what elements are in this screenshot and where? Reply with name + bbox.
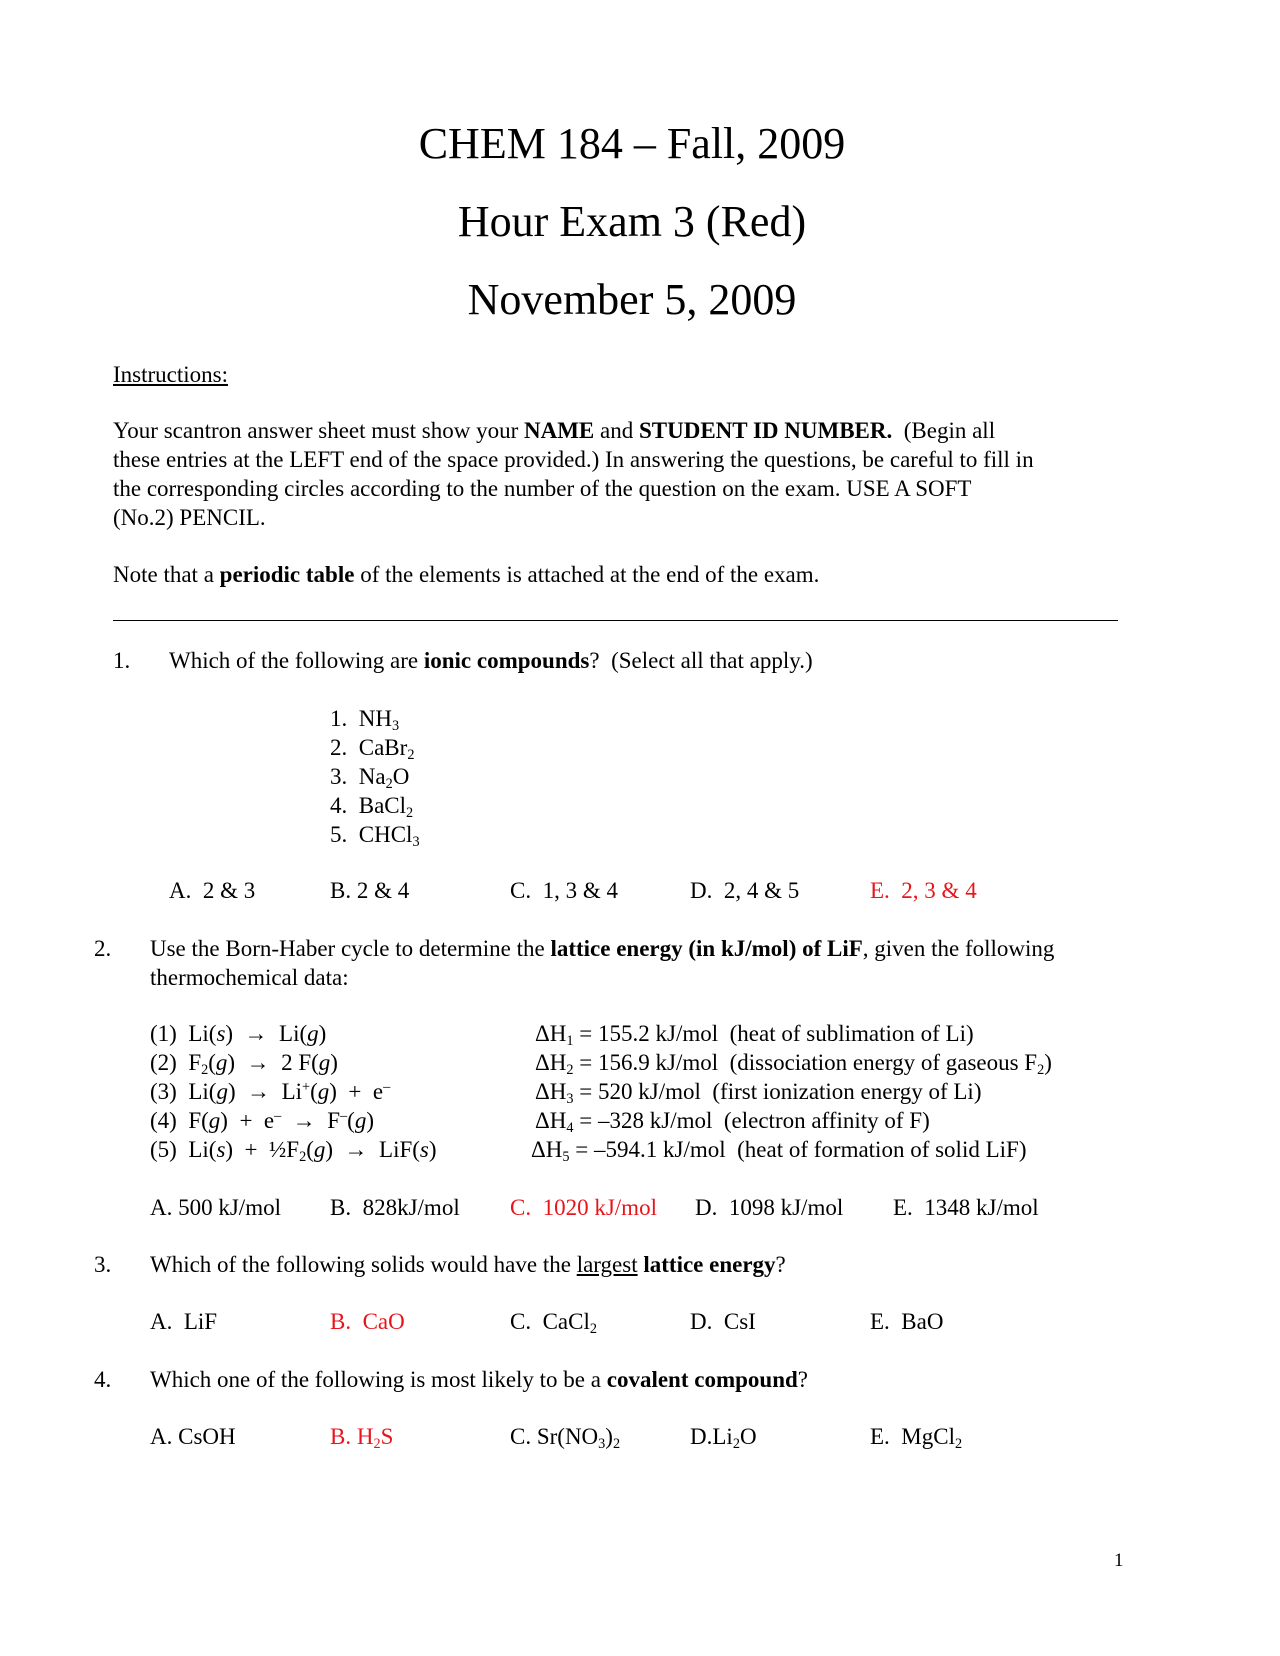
q2-enthalpy-3: $\Delta H_3 = 520$ kJ/mol (first ionization energy of Li) bbox=[535, 1079, 982, 1107]
q1-text-part: Which of the following are bbox=[169, 648, 424, 673]
q2-text bbox=[150, 934, 1054, 963]
page-number: 1 bbox=[1114, 1550, 1124, 1571]
q2-reaction-5: (5) $Li(s) + \frac{1}{2}F_2(g) \to LiF(s)$ bbox=[150, 1137, 437, 1165]
q1-item-num: 1. bbox=[330, 706, 348, 731]
q3-text-bold: lattice energy bbox=[643, 1252, 776, 1277]
instructions-id: STUDENT ID NUMBER. bbox=[638, 418, 893, 443]
q3-text-part: Which of the following solids would have the bbox=[150, 1252, 577, 1277]
q2-enthalpy-4: $\Delta H_4 = -328$ kJ/mol (electron affinity of F) bbox=[535, 1108, 930, 1136]
q3-choice-d: D. CsI bbox=[690, 1309, 756, 1334]
q1-item bbox=[330, 762, 409, 791]
q2-enthalpy-2: $\Delta H_2 = 156.9$ kJ/mol (dissociation energy of gaseous $F_2$) bbox=[535, 1050, 1052, 1078]
q2-enthalpy-1: $\Delta H_1 = 155.2$ kJ/mol (heat of sublimation of Li) bbox=[535, 1021, 974, 1049]
q3-choice-a: A. LiF bbox=[150, 1309, 218, 1334]
q1-number: 1. bbox=[113, 648, 131, 673]
q4-choice-c: C. $Sr(NO_3)_2$ bbox=[510, 1424, 621, 1452]
divider-rule bbox=[113, 620, 1118, 621]
q1-item-formula: BaCl bbox=[358, 793, 407, 818]
q2-reaction-3: (3) Li(g) → Li+(g) + e– bbox=[150, 1079, 391, 1104]
q2-choice-b: B. 828kJ/mol bbox=[330, 1195, 460, 1220]
q2-choice-d: D. 1098 kJ/mol bbox=[695, 1195, 844, 1220]
q1-item-formula: Na bbox=[358, 764, 386, 789]
q1-text-bold: ionic compounds bbox=[423, 648, 590, 673]
instructions-line-1 bbox=[113, 416, 995, 445]
q1-choice-b: B. 2 & 4 bbox=[330, 878, 410, 903]
q1-item-num: 3. bbox=[330, 764, 348, 789]
q1-item-sub: 3 bbox=[391, 717, 400, 734]
q2-text-line-2: thermochemical data: bbox=[150, 965, 349, 990]
q2-text-part: , given the following bbox=[862, 936, 1055, 961]
q4-choice-a: A. CsOH bbox=[150, 1424, 236, 1449]
periodic-table-note bbox=[113, 560, 819, 589]
instructions-line-2: these entries at the LEFT end of the space provided.) In answering the questions, be careful to fill in bbox=[113, 447, 1034, 472]
q1-choice-a: A. 2 & 3 bbox=[169, 878, 256, 903]
q4-text bbox=[150, 1365, 808, 1394]
q1-item-formula: NH bbox=[358, 706, 392, 731]
q4-choice-d: $D.Li_2O$ bbox=[690, 1424, 757, 1452]
q2-enthalpy-5: $\Delta H_5 = -594.1$ kJ/mol (heat of formation of solid LiF) bbox=[531, 1137, 1027, 1165]
q1-item bbox=[330, 791, 413, 820]
q1-item-num: 2. bbox=[330, 735, 348, 760]
q2-choice-a: A. 500 kJ/mol bbox=[150, 1195, 281, 1220]
q1-item-sub: 2 bbox=[407, 746, 415, 763]
q3-number: 3. bbox=[94, 1252, 112, 1277]
q1-item-sub: 2 bbox=[406, 804, 414, 821]
q2-choice-c-correct: C. 1020 kJ/mol bbox=[510, 1195, 657, 1220]
q2-text-bold: lattice energy (in kJ/mol) of LiF bbox=[550, 936, 863, 961]
q3-text-underline: largest bbox=[576, 1252, 638, 1277]
q4-text-part: ? bbox=[797, 1367, 808, 1392]
q2-reaction-2: (2) $F_2(g) \to 2$ F(g) bbox=[150, 1050, 338, 1078]
q3-text bbox=[150, 1250, 786, 1279]
q2-choice-e: E. 1348 kJ/mol bbox=[893, 1195, 1039, 1220]
q1-text-part: ? (Select all that apply.) bbox=[589, 648, 813, 673]
q1-choice-e-correct: E. 2, 3 & 4 bbox=[870, 878, 977, 903]
instructions-line-4: (No.2) PENCIL. bbox=[113, 505, 266, 530]
q4-choice-e: E. MgCl$_2$ bbox=[870, 1424, 963, 1452]
q2-reaction-1: (1) Li(s) → Li(g) bbox=[150, 1021, 327, 1046]
exam-title: Hour Exam 3 (Red) bbox=[457, 197, 807, 246]
q2-text-part: Use the Born-Haber cycle to determine the bbox=[150, 936, 551, 961]
instructions-text: and bbox=[594, 418, 639, 443]
q1-choice-c: C. 1, 3 & 4 bbox=[510, 878, 618, 903]
q4-text-part: Which one of the following is most likely to be a bbox=[150, 1367, 607, 1392]
q1-item-formula: CHCl bbox=[358, 822, 413, 847]
q1-item bbox=[330, 733, 414, 762]
q1-text bbox=[169, 646, 813, 675]
instructions-text: Your scantron answer sheet must show your bbox=[113, 418, 524, 443]
note-text: Note that a bbox=[113, 562, 220, 587]
q1-item bbox=[330, 820, 420, 849]
instructions-heading: Instructions: bbox=[113, 362, 228, 387]
q1-item-sub: 2 bbox=[385, 775, 393, 792]
q3-text-part: ? bbox=[775, 1252, 786, 1277]
instructions-name: NAME bbox=[523, 418, 595, 443]
q3-choice-e: E. BaO bbox=[870, 1309, 944, 1334]
q4-number: 4. bbox=[94, 1367, 112, 1392]
q1-item bbox=[330, 704, 399, 733]
q1-choice-d: D. 2, 4 & 5 bbox=[690, 878, 800, 903]
q3-choice-c: C. CaCl$_2$ bbox=[510, 1309, 597, 1337]
instructions-text: (Begin all bbox=[892, 418, 996, 443]
q1-item-num: 4. bbox=[330, 793, 348, 818]
q3-choice-b-correct: B. CaO bbox=[330, 1309, 405, 1334]
q1-item-sub: 3 bbox=[412, 833, 420, 850]
q4-choice-b-correct: B. $H_2S$ bbox=[330, 1424, 394, 1452]
q2-number: 2. bbox=[94, 936, 112, 961]
course-title: CHEM 184 – Fall, 2009 bbox=[418, 119, 846, 168]
note-text: of the elements is attached at the end of the exam. bbox=[354, 562, 820, 587]
instructions-line-3: the corresponding circles according to the number of the question on the exam. USE A SOFT bbox=[113, 476, 972, 501]
q2-reaction-4: (4) F(g) + e– → F–(g) bbox=[150, 1108, 375, 1133]
note-bold: periodic table bbox=[219, 562, 355, 587]
q1-item-num: 5. bbox=[330, 822, 348, 847]
q1-item-formula: O bbox=[392, 764, 410, 789]
q4-text-bold: covalent compound bbox=[606, 1367, 798, 1392]
q1-item-formula: CaBr bbox=[358, 735, 408, 760]
exam-date: November 5, 2009 bbox=[467, 275, 797, 324]
